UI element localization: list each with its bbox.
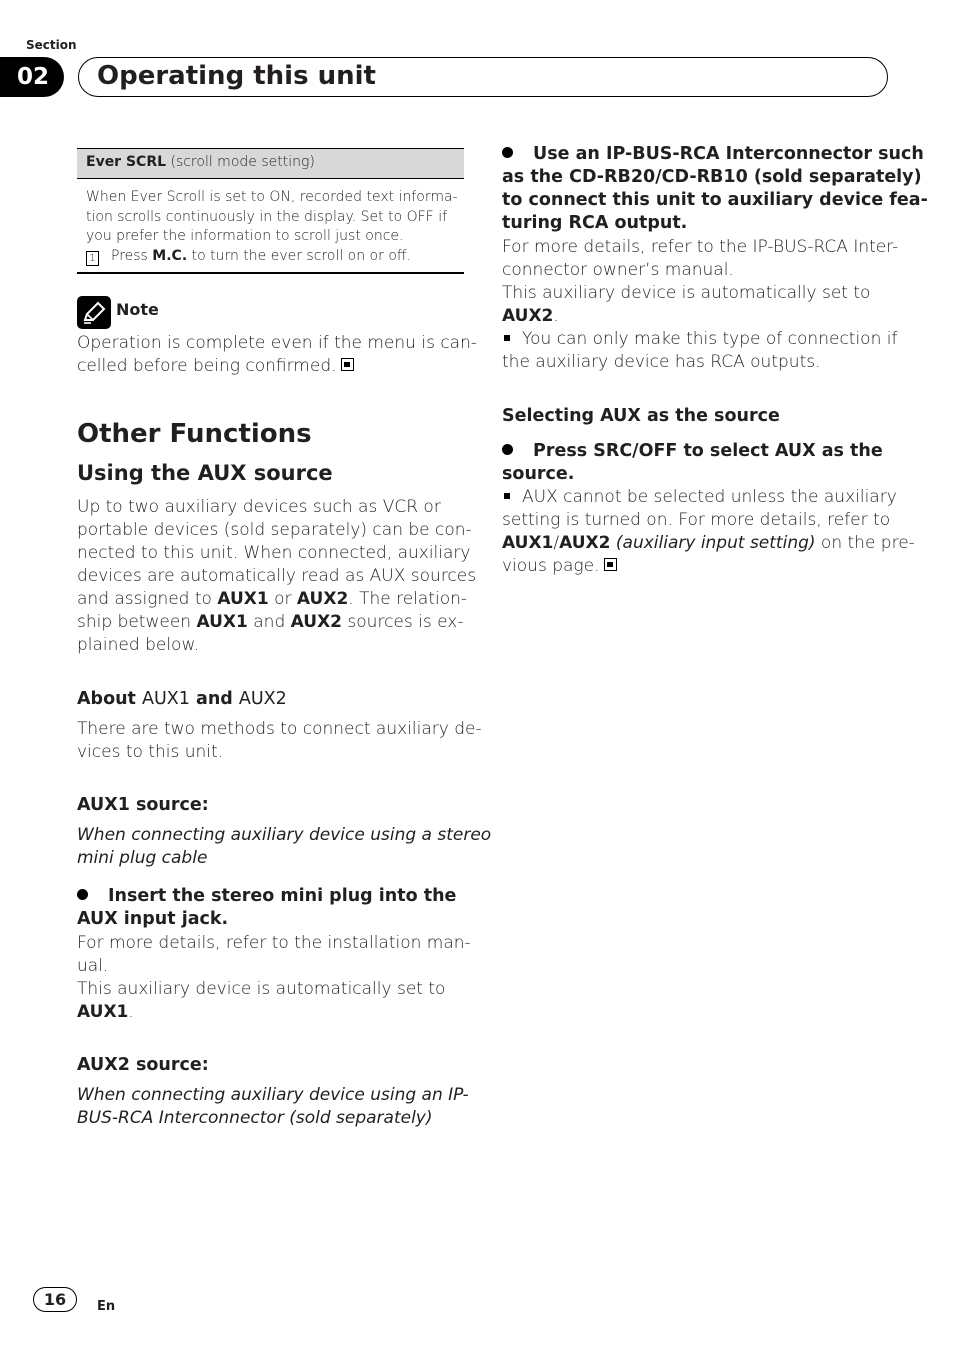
text-run: ship between <box>77 612 197 632</box>
paragraph-line <box>77 588 476 611</box>
aux1-source-heading: AUX1 source: <box>77 795 209 815</box>
aux2-source-heading: AUX2 source: <box>77 1055 209 1075</box>
paragraph-line: This auxiliary device is automatically set to <box>502 283 871 303</box>
text-run-bold: AUX1 <box>196 612 248 632</box>
paragraph-line: vices to this unit. <box>77 742 224 762</box>
text-run: . The relation- <box>348 589 468 609</box>
table-body-line: tion scrolls continuously in the display. Set to OFF if <box>86 208 448 225</box>
note-line <box>502 532 915 555</box>
text-run: on the pre- <box>815 533 915 553</box>
paragraph-line: There are two methods to connect auxiliary de- <box>77 719 482 739</box>
note-line <box>502 555 915 578</box>
note-label: Note <box>116 300 159 319</box>
section-label: Section <box>26 38 77 52</box>
step-line-text: Insert the stereo mini plug into the <box>108 886 457 906</box>
step-line <box>77 885 456 908</box>
note-text <box>77 332 477 378</box>
note-line <box>77 355 477 378</box>
paragraph-line: nected to this unit. When connected, auxiliary <box>77 543 471 563</box>
text-run-bold: AUX2 <box>290 612 343 632</box>
paragraph-line: plained below. <box>77 635 200 655</box>
italic-line: BUS-RCA Interconnector (sold separately) <box>77 1108 433 1128</box>
step-line: source. <box>502 464 575 484</box>
note-line-text: You can only make this type of connection if <box>522 329 898 349</box>
paragraph-line <box>502 305 898 328</box>
paragraph-line: connector owner’s manual. <box>502 260 734 280</box>
step-line: as the CD-RB20/CD-RB10 (sold separately) <box>502 167 922 187</box>
select-aux-step <box>502 440 883 486</box>
table-body-line: you prefer the information to scroll just once. <box>86 228 404 244</box>
paragraph-line: devices are automatically read as AUX sources <box>77 566 477 586</box>
rca-step <box>502 143 928 235</box>
select-aux-note <box>502 486 915 578</box>
settings-table <box>77 148 464 274</box>
square-bullet-icon <box>504 493 510 499</box>
text-run-bold: AUX1 <box>217 589 269 609</box>
table-header <box>77 148 464 179</box>
text-run-bold: AUX1 <box>502 533 554 553</box>
table-body <box>77 179 464 274</box>
step-line: AUX input jack. <box>77 909 229 929</box>
other-functions-heading: Other Functions <box>77 419 312 449</box>
italic-line: mini plug cable <box>77 848 208 868</box>
paragraph-line <box>77 611 476 634</box>
heading-run: About <box>77 689 143 709</box>
text-run: sources is ex- <box>342 612 464 632</box>
step-line: to connect this unit to auxiliary device fea- <box>502 190 928 210</box>
text-run-bold: AUX2 <box>502 306 554 326</box>
text-run: . <box>553 306 559 326</box>
page-number: 16 <box>33 1287 77 1312</box>
paragraph-line <box>77 1001 471 1024</box>
note-line: setting is turned on. For more details, refer to <box>502 510 891 530</box>
heading-run: AUX2 <box>238 689 287 709</box>
step-line <box>502 440 883 463</box>
aux1-condition <box>77 824 491 870</box>
step-line-text: Press SRC/OFF to select AUX as the <box>533 441 883 461</box>
note-line-text: vious page. <box>502 556 600 576</box>
aux2-condition <box>77 1084 469 1130</box>
paragraph-line: For more details, refer to the IP-BUS-RCA Inter- <box>502 237 899 257</box>
paragraph-line: Up to two auxiliary devices such as VCR or <box>77 497 441 517</box>
note-pencil-icon <box>77 296 111 329</box>
table-header-setting: Ever SCRL <box>86 154 167 170</box>
text-run-italic: (auxiliary input setting) <box>610 533 816 553</box>
aux1-step <box>77 885 456 931</box>
text-run-bold: AUX2 <box>296 589 349 609</box>
text-run: / <box>553 533 560 553</box>
table-step-button: M.C. <box>152 247 188 264</box>
using-aux-heading: Using the AUX source <box>77 461 333 485</box>
table-body-line: When Ever Scroll is set to ON, recorded text informa- <box>86 189 458 205</box>
note-line: the auxiliary device has RCA outputs. <box>502 352 821 372</box>
paragraph-line: For more details, refer to the installation man- <box>77 933 471 953</box>
step-number-box: 1 <box>86 251 99 266</box>
aux-intro-paragraph <box>77 496 476 657</box>
text-run-bold: AUX1 <box>77 1002 129 1022</box>
step-line <box>502 143 928 166</box>
paragraph-line: This auxiliary device is automatically set to <box>77 979 446 999</box>
italic-line: When connecting auxiliary device using a stereo <box>77 825 492 845</box>
square-bullet-icon <box>504 335 510 341</box>
text-run: and <box>247 612 291 632</box>
table-step-pre: Press <box>111 247 153 264</box>
heading-run: and <box>189 689 239 709</box>
table-step <box>86 247 455 267</box>
bullet-icon <box>502 444 513 455</box>
text-run: and assigned to <box>77 589 218 609</box>
step-line: turing RCA output. <box>502 213 688 233</box>
note-line-text: AUX cannot be selected unless the auxiliary <box>522 487 897 507</box>
table-step-post: to turn the ever scroll on or off. <box>187 247 411 264</box>
section-number-badge: 02 <box>0 57 64 97</box>
note-line <box>502 328 898 351</box>
text-run: or <box>268 589 297 609</box>
table-header-description: (scroll mode setting) <box>166 154 315 170</box>
end-mark-icon <box>604 558 617 571</box>
paragraph-line: portable devices (sold separately) can be con- <box>77 520 472 540</box>
heading-run: AUX1 <box>142 689 190 709</box>
bullet-icon <box>502 147 513 158</box>
selecting-aux-heading: Selecting AUX as the source <box>502 406 780 426</box>
paragraph-line: ual. <box>77 956 109 976</box>
end-mark-icon <box>341 358 354 371</box>
text-run: . <box>128 1002 134 1022</box>
aux1-details <box>77 932 471 1024</box>
about-aux-heading <box>77 689 287 709</box>
about-aux-paragraph <box>77 718 482 764</box>
page-title: Operating this unit <box>97 61 376 91</box>
language-label: En <box>97 1299 116 1314</box>
text-run-bold: AUX2 <box>559 533 611 553</box>
rca-details <box>502 236 898 374</box>
note-line-text: celled before being confirmed. <box>77 356 337 376</box>
bullet-icon <box>77 889 88 900</box>
note-line <box>502 486 915 509</box>
note-line: Operation is complete even if the menu is can- <box>77 333 477 353</box>
step-line-text: Use an IP-BUS-RCA Interconnector such <box>533 144 924 164</box>
italic-line: When connecting auxiliary device using an IP- <box>77 1085 469 1105</box>
